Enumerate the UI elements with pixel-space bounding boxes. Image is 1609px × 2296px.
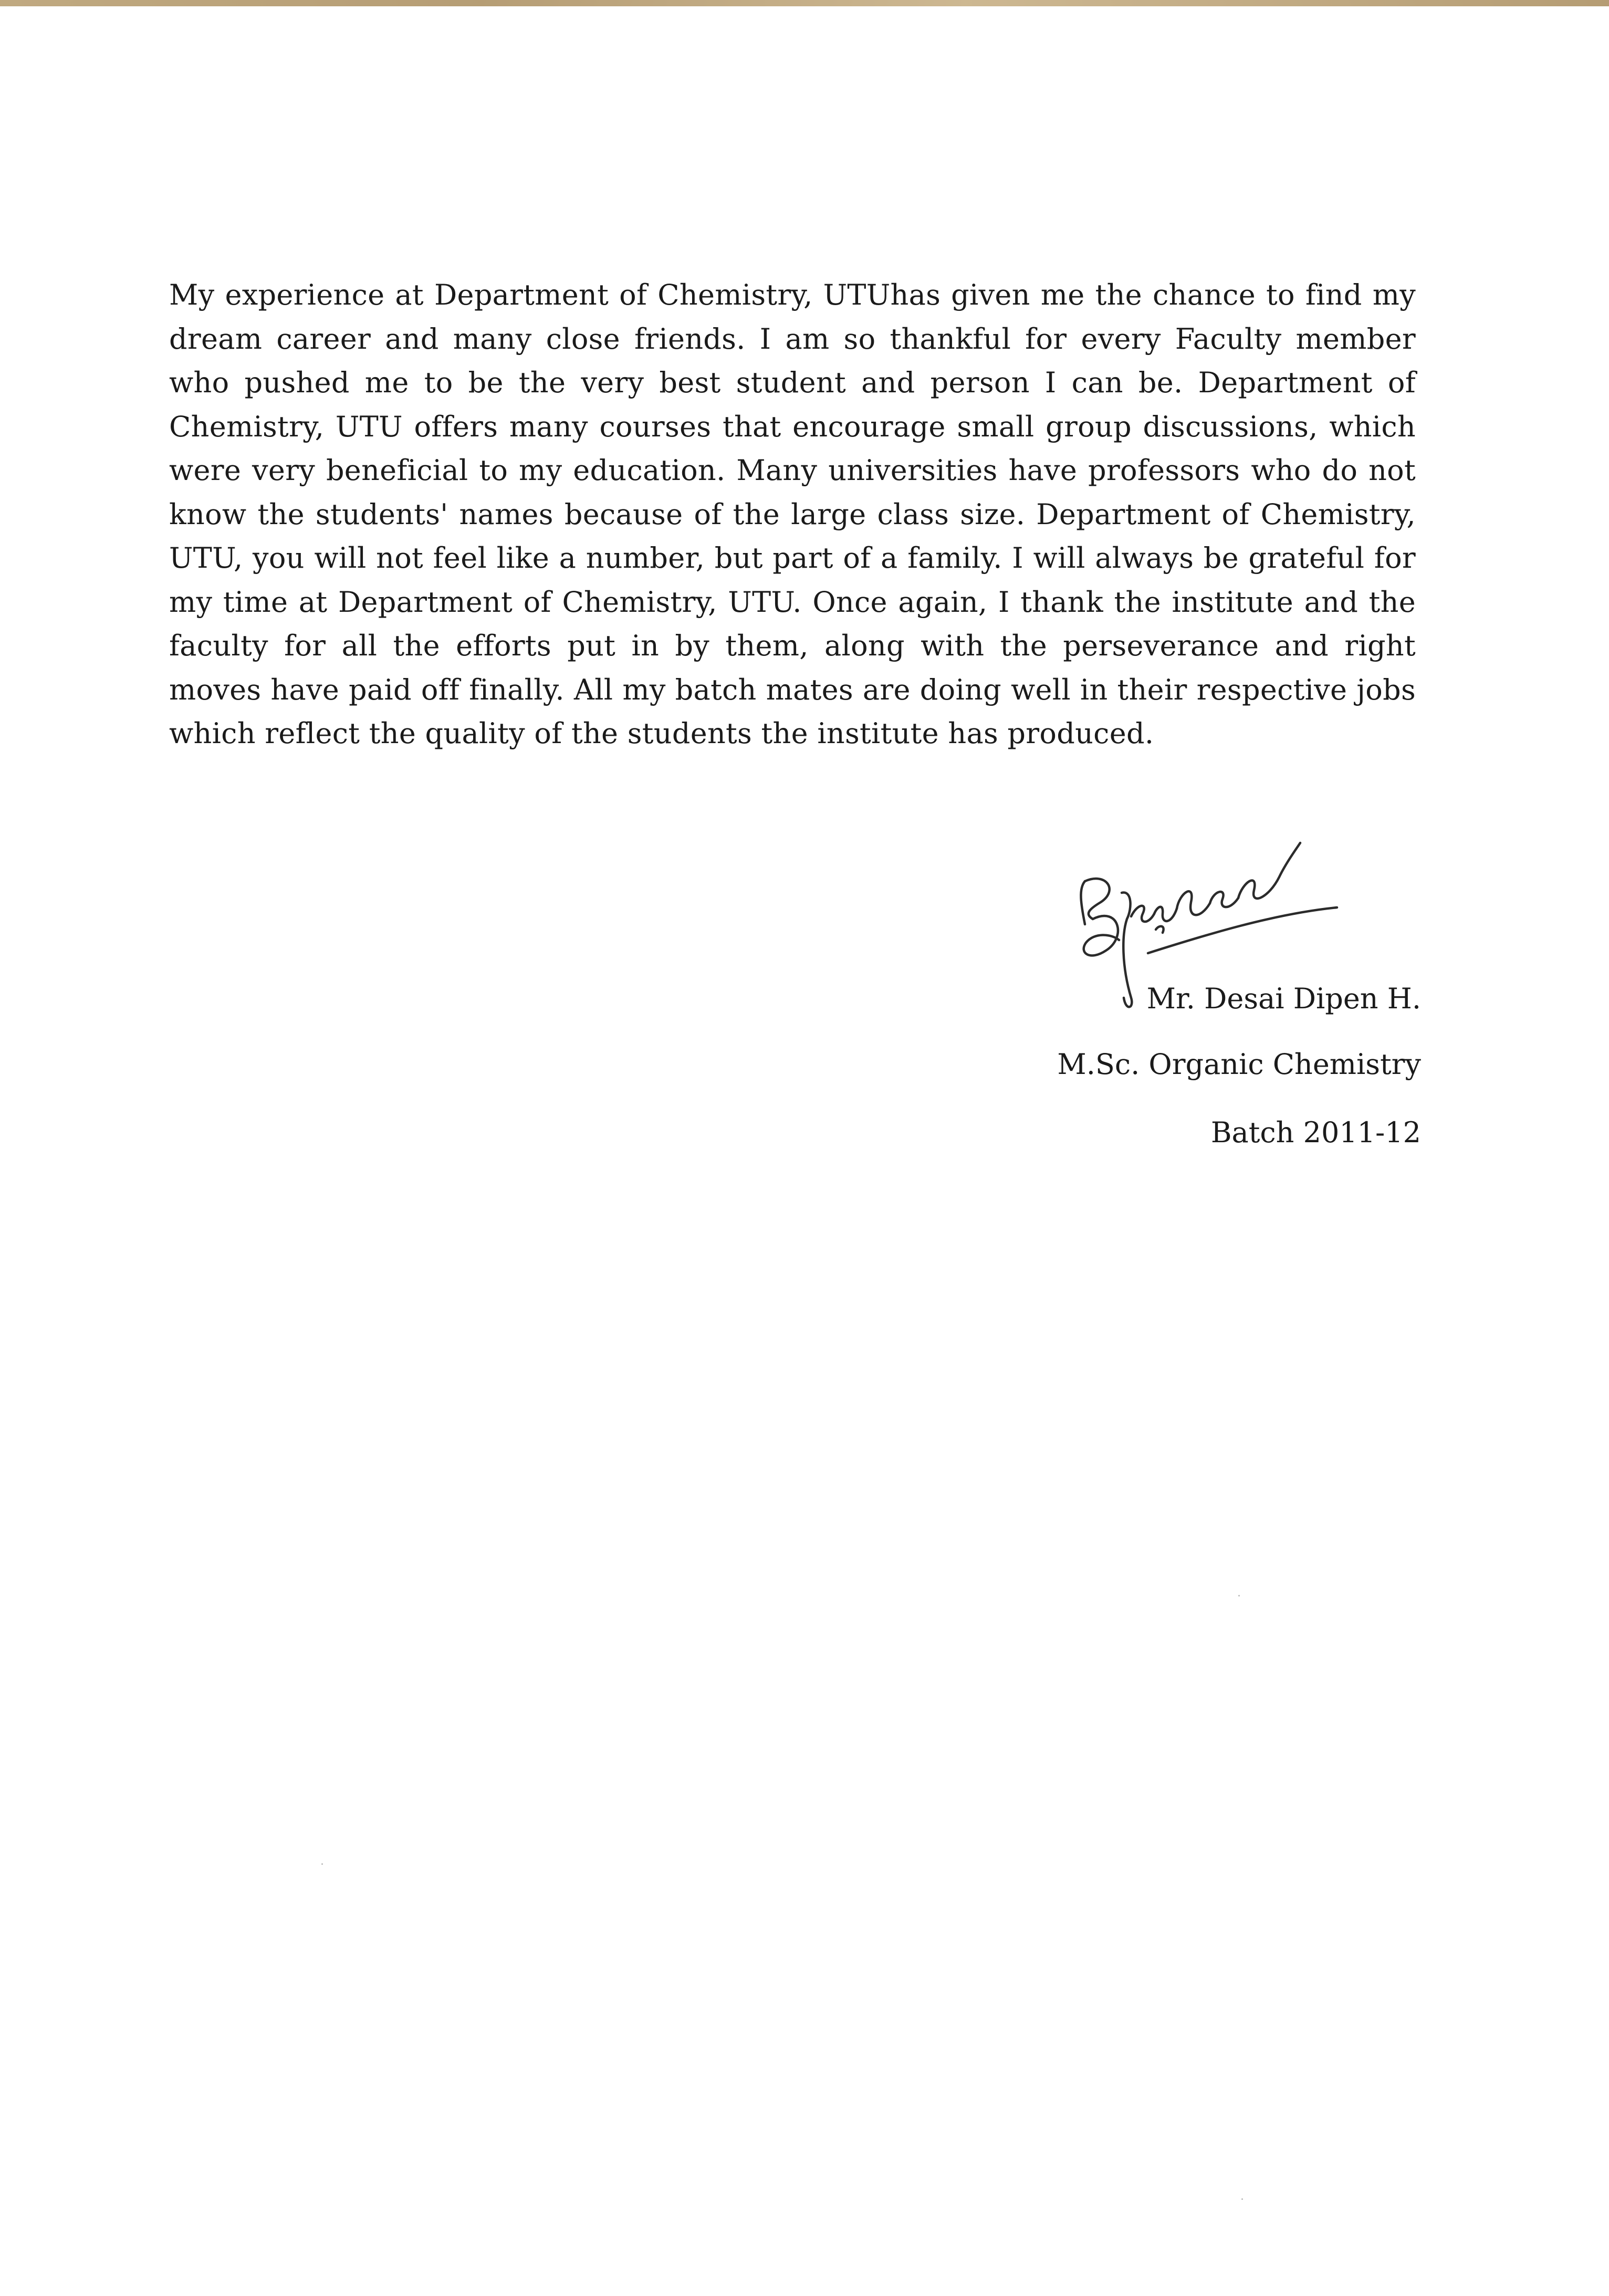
scan-speck (1241, 2198, 1243, 2200)
scan-speck (321, 1863, 323, 1865)
scan-top-edge (0, 0, 1609, 6)
scan-speck (1238, 1595, 1240, 1596)
signer-degree: M.Sc. Organic Chemistry (1057, 1048, 1421, 1081)
signature-block (948, 840, 1421, 1182)
letter-paragraph: My experience at Department of Chemistry, UTUhas given me the chance to find my dream career and many close friends. I am so thankful for every Faculty member who pushed me to be the very best student and person I can be. Department of Chemistry, UTU offers many courses that encourage small group discussions, which were very beneficial to my education. Many universities have professors who do not know the students' names because of the large class size. Department of Chemistry, UTU, you will not feel like a number, but part of a family. I will always be grateful for my time at Department of Chemistry, UTU. Once again, I thank the institute and the faculty for all the efforts put in by them, along with the perseverance and right moves have paid off finally. All my batch mates are doing well in their respective jobs which reflect the quality of the students the institute has produced. (169, 278, 1416, 750)
signer-name: Mr. Desai Dipen H. (1146, 982, 1421, 1015)
signer-batch: Batch 2011-12 (1210, 1116, 1421, 1149)
